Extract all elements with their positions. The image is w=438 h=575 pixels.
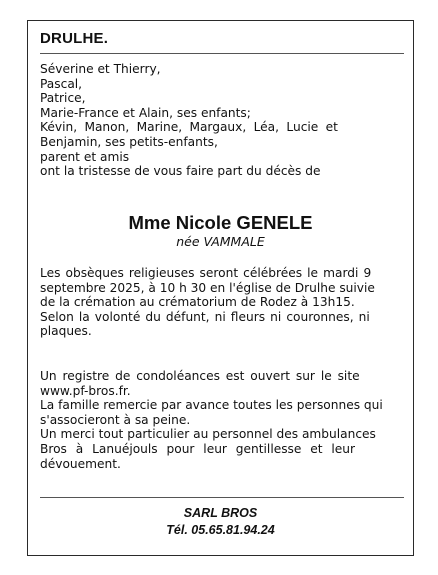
footer-divider — [40, 497, 404, 498]
funeral-details — [40, 266, 404, 339]
condolences-line: s'associeront à sa peine. — [40, 412, 191, 427]
obituary-notice — [27, 20, 414, 556]
funeral-line: septembre 2025, à 10 h 30 en l'église de Drulhe suivie — [40, 280, 375, 295]
family-list — [40, 62, 404, 179]
condolences-line: Un merci tout particulier au personnel des ambulances — [40, 427, 376, 442]
deceased-name: Mme Nicole GENELE — [128, 212, 313, 233]
funeral-line: plaques. — [40, 324, 92, 339]
condolences-line: Bros à Lanuéjouls pour leur gentillesse et leur — [40, 441, 356, 456]
family-line: Patrice, — [40, 91, 86, 106]
family-line: Marie-France et Alain, ses enfants; — [40, 105, 251, 120]
family-line: Pascal, — [40, 76, 83, 91]
family-line: Benjamin, ses petits-enfants, — [40, 134, 218, 149]
condolences-line: www.pf-bros.fr. — [40, 383, 131, 398]
condolences-line: La famille remercie par avance toutes les personnes qui — [40, 398, 383, 413]
family-line: parent et amis — [40, 149, 130, 164]
funeral-line: Selon la volonté du défunt, ni fleurs ni couronnes, ni — [40, 309, 370, 324]
funeral-home-phone: Tél. 05.65.81.94.24 — [166, 523, 275, 537]
family-line: Kévin, Manon, Marine, Margaux, Léa, Lucie et — [40, 120, 338, 135]
funeral-line: de la crémation au crématorium de Rodez à 13h15. — [40, 295, 355, 310]
condolences-line: dévouement. — [40, 456, 121, 471]
title-divider — [40, 53, 404, 54]
family-line: ont la tristesse de vous faire part du décès de — [40, 164, 321, 179]
funeral-home-name: SARL BROS — [183, 506, 258, 520]
condolences-details — [40, 369, 404, 471]
notice-title: DRULHE. — [40, 30, 109, 47]
funeral-line: Les obsèques religieuses seront célébrées le mardi 9 — [40, 266, 372, 280]
deceased-maiden-name: née VAMMALE — [176, 234, 265, 249]
condolences-line: Un registre de condoléances est ouvert sur le site — [40, 369, 360, 383]
family-line: Séverine et Thierry, — [40, 62, 161, 76]
